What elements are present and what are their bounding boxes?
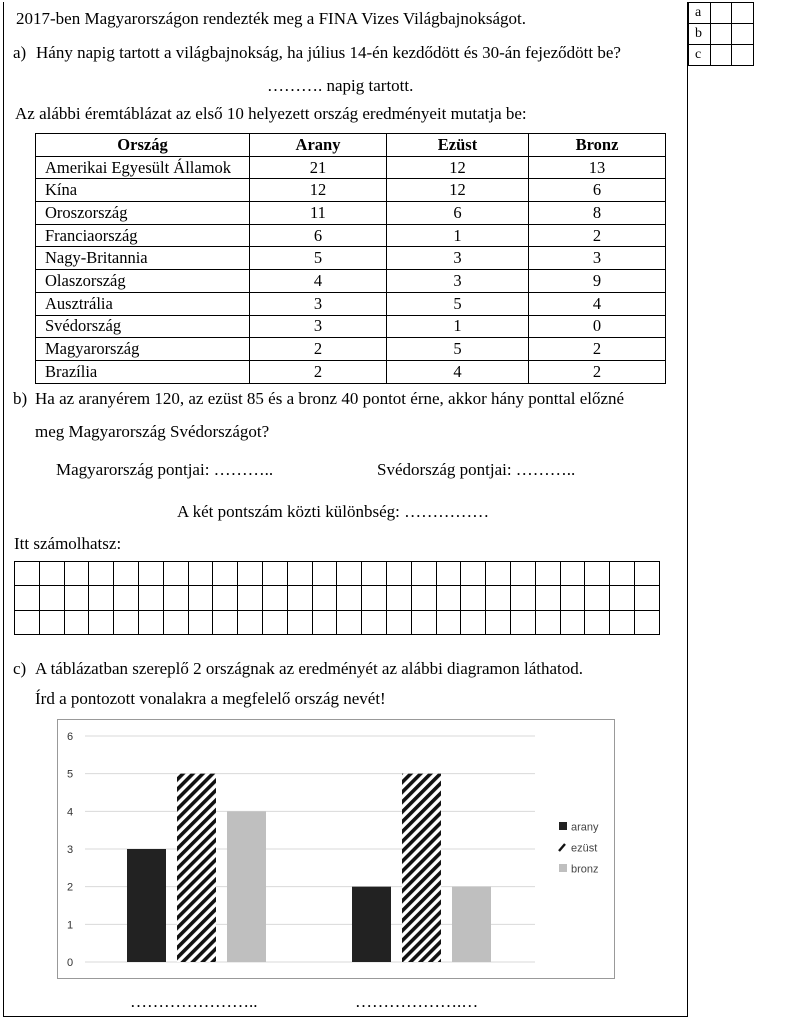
intro-text: 2017-ben Magyarországon rendezték meg a FINA Vizes Világbajnokságot.	[16, 9, 527, 28]
table-row	[36, 202, 666, 225]
grid-cell[interactable]	[138, 586, 163, 610]
country-blank-1[interactable]: …………………..	[130, 992, 258, 1011]
grid-cell[interactable]	[114, 610, 139, 634]
country-cell: Brazília	[36, 360, 250, 383]
score-cell[interactable]	[711, 45, 732, 66]
grid-cell[interactable]	[15, 586, 40, 610]
grid-cell[interactable]	[585, 586, 610, 610]
country-blank-2[interactable]: ……………….…	[355, 992, 479, 1011]
grid-cell[interactable]	[337, 586, 362, 610]
scratch-label: Itt számolhatsz:	[14, 534, 122, 553]
grid-cell[interactable]	[486, 562, 511, 586]
table-row	[36, 224, 666, 247]
score-cell[interactable]	[711, 24, 732, 45]
grid-cell[interactable]	[634, 562, 659, 586]
y-tick-label: 3	[67, 844, 74, 856]
medal-count-cell: 2	[529, 360, 666, 383]
table-row	[36, 156, 666, 179]
grid-cell[interactable]	[634, 586, 659, 610]
country-cell: Magyarország	[36, 338, 250, 361]
grid-cell[interactable]	[163, 610, 188, 634]
grid-cell[interactable]	[486, 610, 511, 634]
grid-cell[interactable]	[510, 610, 535, 634]
grid-cell[interactable]	[238, 562, 263, 586]
grid-cell[interactable]	[262, 610, 287, 634]
grid-cell[interactable]	[138, 610, 163, 634]
grid-cell[interactable]	[262, 562, 287, 586]
medal-count-cell: 9	[529, 270, 666, 293]
table-row	[36, 338, 666, 361]
medal-count-cell: 5	[387, 338, 529, 361]
grid-cell[interactable]	[362, 610, 387, 634]
y-tick-label: 6	[67, 731, 74, 743]
medal-count-cell: 5	[250, 247, 387, 270]
table-row	[36, 270, 666, 293]
grid-cell[interactable]	[312, 610, 337, 634]
grid-cell[interactable]	[188, 586, 213, 610]
medal-count-cell: 13	[529, 156, 666, 179]
medal-count-cell: 4	[387, 360, 529, 383]
grid-cell[interactable]	[461, 610, 486, 634]
grid-cell[interactable]	[262, 586, 287, 610]
medal-count-cell: 5	[387, 292, 529, 315]
grid-cell[interactable]	[89, 610, 114, 634]
country-cell: Ausztrália	[36, 292, 250, 315]
part-b-letter: b)	[13, 389, 28, 408]
grid-cell[interactable]	[585, 562, 610, 586]
grid-cell[interactable]	[411, 586, 436, 610]
medal-count-cell: 6	[250, 224, 387, 247]
medal-count-cell: 3	[250, 292, 387, 315]
bar-chart	[57, 719, 615, 979]
grid-cell[interactable]	[585, 610, 610, 634]
medal-count-cell: 11	[250, 202, 387, 225]
grid-cell[interactable]	[337, 562, 362, 586]
part-a-answer-line[interactable]: ………. napig tartott.	[267, 76, 414, 95]
grid-cell[interactable]	[337, 610, 362, 634]
country-cell: Nagy-Britannia	[36, 247, 250, 270]
grid-cell[interactable]	[436, 610, 461, 634]
grid-cell[interactable]	[213, 562, 238, 586]
medal-count-cell: 2	[250, 360, 387, 383]
part-c-line2: Írd a pontozott vonalakra a megfelelő ország nevét!	[35, 689, 386, 708]
y-tick-label: 1	[67, 919, 74, 932]
grid-cell[interactable]	[188, 562, 213, 586]
grid-cell[interactable]	[89, 562, 114, 586]
table-header-row	[36, 134, 666, 157]
medal-count-cell: 8	[529, 202, 666, 225]
country-cell: Amerikai Egyesült Államok	[36, 156, 250, 179]
column-header: Bronz	[529, 134, 666, 157]
country-cell: Olaszország	[36, 270, 250, 293]
grid-cell[interactable]	[64, 562, 89, 586]
grid-cell[interactable]	[560, 610, 585, 634]
medal-count-cell: 3	[529, 247, 666, 270]
table-row	[36, 247, 666, 270]
medal-count-cell: 6	[529, 179, 666, 202]
part-c-letter: c)	[13, 659, 27, 678]
table-row	[36, 179, 666, 202]
grid-cell[interactable]	[138, 562, 163, 586]
grid-cell[interactable]	[386, 562, 411, 586]
grid-cell[interactable]	[287, 562, 312, 586]
grid-cell[interactable]	[610, 586, 635, 610]
grid-cell[interactable]	[535, 610, 560, 634]
column-header: Arany	[250, 134, 387, 157]
bar-bronz	[227, 811, 266, 962]
grid-cell[interactable]	[436, 562, 461, 586]
grid-cell[interactable]	[39, 586, 64, 610]
country-cell: Franciaország	[36, 224, 250, 247]
grid-cell[interactable]	[213, 586, 238, 610]
grid-cell[interactable]	[114, 562, 139, 586]
scratch-grid[interactable]	[14, 561, 660, 635]
medal-count-cell: 3	[387, 247, 529, 270]
medal-count-cell: 2	[529, 224, 666, 247]
score-label-b: b	[689, 24, 711, 45]
column-header: Ország	[36, 134, 250, 157]
y-tick-label: 5	[67, 768, 74, 781]
score-cell[interactable]	[732, 24, 754, 45]
grid-cell[interactable]	[163, 586, 188, 610]
grid-cell[interactable]	[510, 562, 535, 586]
grid-cell[interactable]	[461, 562, 486, 586]
medal-count-cell: 21	[250, 156, 387, 179]
grid-cell[interactable]	[312, 586, 337, 610]
legend-label: arany	[571, 821, 599, 834]
grid-cell[interactable]	[188, 610, 213, 634]
y-tick-label: 2	[67, 881, 74, 894]
grid-cell[interactable]	[411, 610, 436, 634]
grid-cell[interactable]	[362, 562, 387, 586]
legend-swatch-ezüst	[559, 844, 565, 851]
part-a-question: Hány napig tartott a világbajnokság, ha július 14-én kezdődött és 30-án fejeződött be?	[36, 43, 621, 62]
grid-cell[interactable]	[89, 586, 114, 610]
score-cell[interactable]	[732, 45, 754, 66]
country-cell: Svédország	[36, 315, 250, 338]
grid-cell[interactable]	[312, 562, 337, 586]
bar-ezüst	[177, 774, 216, 962]
grid-cell[interactable]	[411, 562, 436, 586]
sweden-points[interactable]: Svédország pontjai: ………..	[377, 460, 576, 479]
grid-cell[interactable]	[362, 586, 387, 610]
legend-label: ezüst	[571, 842, 598, 855]
country-cell: Oroszország	[36, 202, 250, 225]
medal-count-cell: 12	[387, 156, 529, 179]
grid-cell[interactable]	[634, 610, 659, 634]
grid-cell[interactable]	[163, 562, 188, 586]
grid-cell[interactable]	[238, 610, 263, 634]
grid-cell[interactable]	[114, 586, 139, 610]
grid-cell[interactable]	[610, 610, 635, 634]
grid-cell[interactable]	[64, 586, 89, 610]
grid-cell[interactable]	[535, 586, 560, 610]
points-difference[interactable]: A két pontszám közti különbség: ……………	[177, 502, 490, 521]
grid-cell[interactable]	[535, 562, 560, 586]
medal-table	[35, 133, 666, 384]
grid-cell[interactable]	[15, 562, 40, 586]
grid-cell[interactable]	[39, 562, 64, 586]
grid-cell[interactable]	[486, 586, 511, 610]
y-tick-label: 4	[67, 806, 74, 819]
table-row	[36, 292, 666, 315]
medal-count-cell: 2	[529, 338, 666, 361]
grid-cell[interactable]	[287, 586, 312, 610]
legend-label: bronz	[571, 863, 599, 876]
y-tick-label: 0	[67, 957, 74, 969]
score-cell[interactable]	[732, 3, 754, 24]
bar-bronz	[452, 887, 491, 962]
table-row	[36, 315, 666, 338]
medal-count-cell: 1	[387, 315, 529, 338]
bar-arany	[127, 849, 166, 962]
bar-arany	[352, 887, 391, 962]
medal-count-cell: 3	[387, 270, 529, 293]
score-cell[interactable]	[711, 3, 732, 24]
legend-swatch-bronz	[559, 864, 567, 872]
grid-cell[interactable]	[386, 610, 411, 634]
grid-cell[interactable]	[39, 610, 64, 634]
medal-count-cell: 4	[529, 292, 666, 315]
bar-ezüst	[402, 774, 441, 962]
grid-cell[interactable]	[386, 586, 411, 610]
table-intro: Az alábbi éremtáblázat az első 10 helyezett ország eredményeit mutatja be:	[15, 104, 527, 123]
grid-cell[interactable]	[510, 586, 535, 610]
grid-cell[interactable]	[461, 586, 486, 610]
medal-count-cell: 12	[387, 179, 529, 202]
hungary-points[interactable]: Magyarország pontjai: ………..	[56, 460, 274, 479]
country-cell: Kína	[36, 179, 250, 202]
part-b-line2: meg Magyarország Svédországot?	[35, 422, 270, 441]
column-header: Ezüst	[387, 134, 529, 157]
grid-cell[interactable]	[238, 586, 263, 610]
medal-count-cell: 1	[387, 224, 529, 247]
grid-cell[interactable]	[610, 562, 635, 586]
score-label-c: c	[689, 45, 711, 66]
medal-count-cell: 3	[250, 315, 387, 338]
medal-count-cell: 4	[250, 270, 387, 293]
score-label-a: a	[689, 3, 711, 24]
medal-count-cell: 6	[387, 202, 529, 225]
grid-cell[interactable]	[436, 586, 461, 610]
medal-count-cell: 12	[250, 179, 387, 202]
grid-cell[interactable]	[15, 610, 40, 634]
grid-cell[interactable]	[213, 610, 238, 634]
grid-cell[interactable]	[560, 586, 585, 610]
table-row	[36, 360, 666, 383]
medal-count-cell: 0	[529, 315, 666, 338]
score-box	[688, 2, 754, 66]
grid-cell[interactable]	[287, 610, 312, 634]
legend-swatch-arany	[559, 822, 567, 830]
part-b-line1: Ha az aranyérem 120, az ezüst 85 és a bronz 40 pontot érne, akkor hány ponttal előzné	[35, 389, 625, 408]
medal-count-cell: 2	[250, 338, 387, 361]
grid-cell[interactable]	[64, 610, 89, 634]
grid-cell[interactable]	[560, 562, 585, 586]
part-c-line1: A táblázatban szereplő 2 országnak az eredményét az alábbi diagramon láthatod.	[35, 659, 584, 678]
part-a-letter: a)	[13, 43, 27, 62]
